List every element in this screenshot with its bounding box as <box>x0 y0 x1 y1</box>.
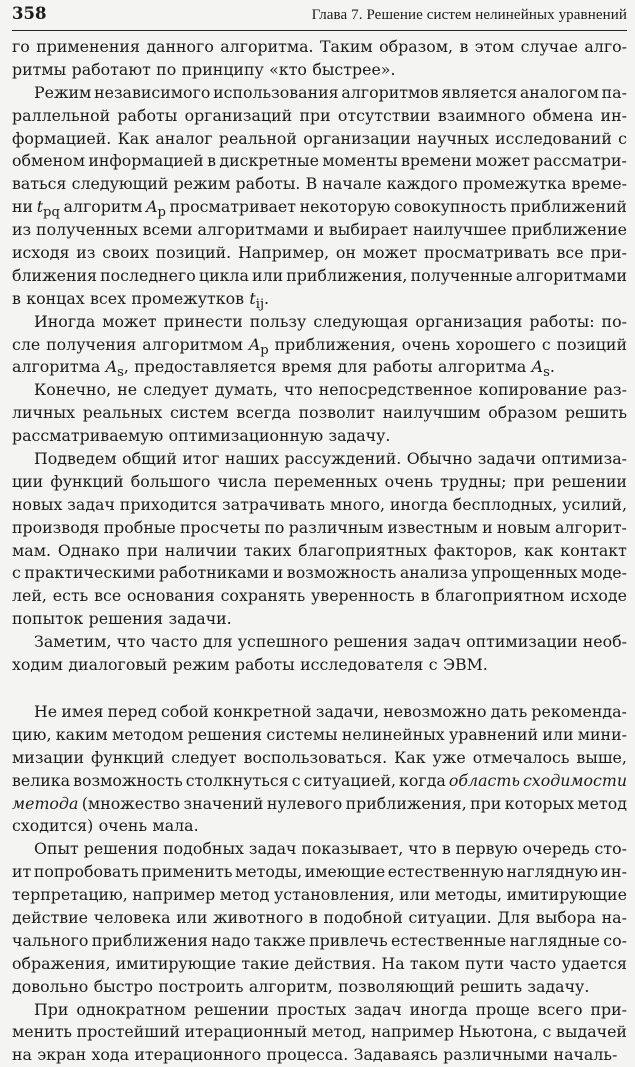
text-line: ит попробовать применить методы, имеющие естественную наглядную ин- <box>12 862 627 882</box>
page-header <box>12 4 627 26</box>
paragraph <box>12 82 627 311</box>
text-line: ции функций большого числа переменных очень трудны; при решении <box>12 471 627 491</box>
text-line: в концах всех промежутков $t_{ij}$. <box>12 288 270 312</box>
text-line: Режим независимого использования алгоритмов является аналогом па- <box>34 82 627 102</box>
text-line: ритмы работают по принципу «кто быстрее». <box>12 59 396 79</box>
text-line: производя пробные просчеты по различным известным и новым алгорит- <box>12 517 627 537</box>
text-line: формацией. Как аналог реальной организации научных исследований с <box>12 128 627 148</box>
text-line: раллельной работы организаций при отсутствии взаимного обмена ин- <box>12 105 627 125</box>
text-line: чального приближения надо также привлечь естественные наглядные со- <box>12 930 627 950</box>
text-line: из полученных всеми алгоритмами и выбирает наилучшее приближение <box>12 220 627 240</box>
paragraph <box>12 379 627 448</box>
text-line: ходим диалоговый режим работы исследователя с ЭВМ. <box>12 655 488 675</box>
body-text <box>12 36 627 1067</box>
text-line: новых задач приходится затрачивать много, иногда бесплодных, усилий, <box>12 494 627 514</box>
text-line: на экран хода итерационного процесса. Задаваясь различными началь- <box>12 1045 618 1065</box>
text-line: попыток решения задачи. <box>12 609 232 629</box>
header-rule <box>12 30 627 31</box>
text-line: ни $t_{pq}$ алгоритм $A_p$ просматривает некоторую совокупность приближений <box>12 197 627 221</box>
text-line: ближения последнего цикла или приближения, полученные алгоритмами <box>12 265 627 285</box>
text-line: личных реальных систем всегда позволит наилучшим образом решить <box>12 403 627 423</box>
text-line: лей, есть все основания сохранять уверенность в благоприятном исходе <box>12 586 627 606</box>
text-line: мизации функций следует воспользоваться. Как уже отмечалось выше, <box>12 747 627 767</box>
paragraph <box>12 448 627 631</box>
text-line: цию, каким методом решения системы нелинейных уравнений или мини- <box>12 724 627 744</box>
text-line: Не имея перед собой конкретной задачи, невозможно дать рекоменда- <box>34 701 627 721</box>
text-line: исходя из своих позиций. Например, он может просматривать все при- <box>12 243 627 263</box>
text-line: Заметим, что часто для успешного решения задач оптимизации необ- <box>34 632 627 652</box>
text-line: менить простейший итерационный метод, например Ньютона, с выдачей <box>12 1022 627 1042</box>
paragraph <box>12 701 627 838</box>
text-line: довольно быстро построить алгоритм, позволяющий решить задачу. <box>12 976 590 996</box>
text-line: действие человека или животного в подобной ситуации. Для выбора на- <box>12 907 627 927</box>
text-line: рассматриваемую оптимизационную задачу. <box>12 426 391 446</box>
text-line: метода (множество значений нулевого приближения, при которых метод <box>12 793 627 813</box>
paragraph <box>12 999 627 1067</box>
running-head: Глава 7. Решение систем нелинейных уравнений <box>311 7 627 23</box>
text-line: мам. Однако при наличии таких благоприятных факторов, как контакт <box>12 540 627 560</box>
text-line: алгоритма $A_s$, предоставляется время для работы алгоритма $A_s$. <box>12 357 555 381</box>
text-line: Конечно, не следует думать, что непосредственное копирование раз- <box>34 380 627 400</box>
paragraph <box>12 631 627 677</box>
text-line: терпретацию, например метод установления, или методы, имитирующие <box>12 885 627 905</box>
text-line: сле получения алгоритмом $A_p$ приближения, очень хорошего с позиций <box>12 334 627 358</box>
text-line: обменом информацией в дискретные моменты времени может рассматри- <box>12 151 627 171</box>
text-line: Подведем общий итог наших рассуждений. Обычно задачи оптимиза- <box>34 449 627 469</box>
text-line: сходится) очень мала. <box>12 816 199 836</box>
text-line: Опыт решения подобных задач показывает, что в первую очередь сто- <box>34 839 627 859</box>
text-line: с практическими работниками и возможность анализа упрощенных моде- <box>12 563 627 583</box>
section-gap <box>12 677 627 701</box>
text-line: ваться следующий режим работы. В начале каждого промежутка време- <box>12 174 627 194</box>
text-line: ображения, имитирующие такие действия. На таком пути часто удается <box>12 953 627 973</box>
paragraph <box>12 36 627 82</box>
paragraph <box>12 838 627 998</box>
text-line: го применения данного алгоритма. Таким образом, в этом случае алго- <box>12 37 627 56</box>
text-line: При однократном решении простых задач иногда проще всего при- <box>34 999 627 1019</box>
page-number: 358 <box>12 4 47 23</box>
text-line: велика возможность столкнуться с ситуацией, когда область сходимости <box>12 770 627 790</box>
text-line: Иногда может принести пользу следующая организация работы: по- <box>34 311 627 331</box>
paragraph <box>12 311 627 380</box>
